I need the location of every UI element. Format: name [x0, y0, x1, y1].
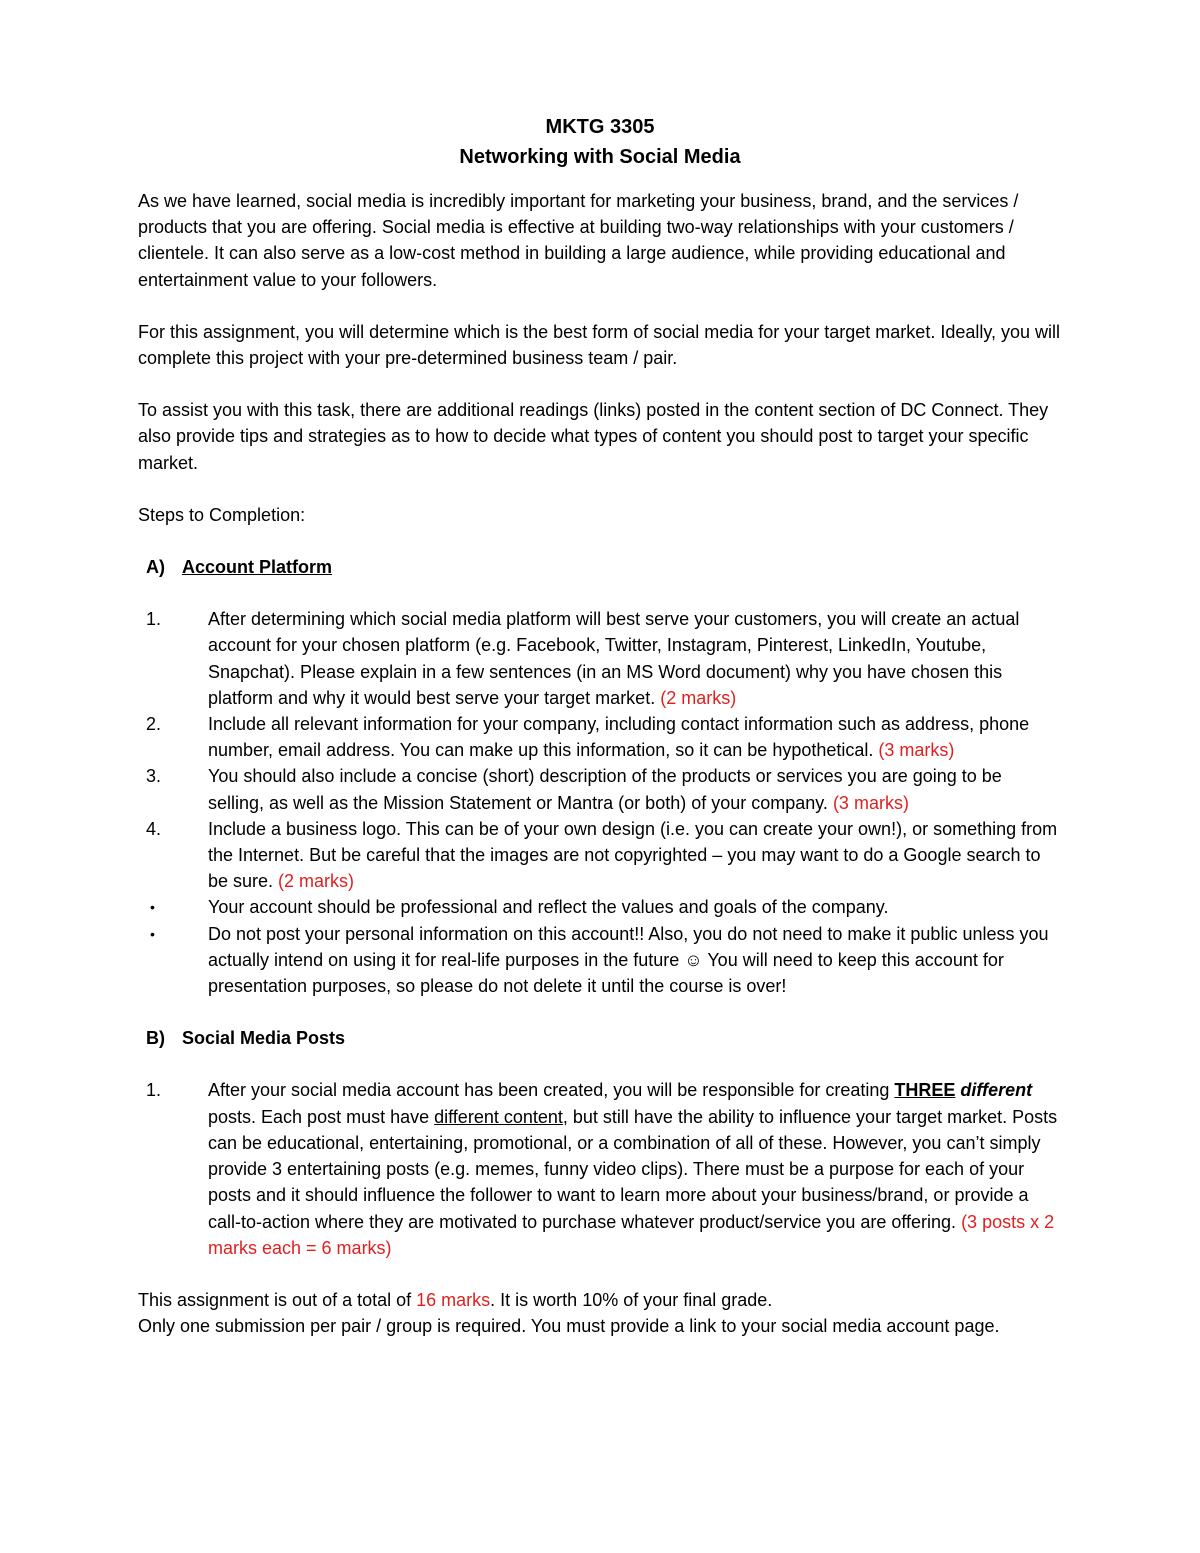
list-item	[138, 606, 1062, 711]
list-marker: 4.	[146, 818, 162, 839]
list-marker: 1.	[146, 1080, 162, 1101]
intro-paragraph-2: For this assignment, you will determine which is the best form of social media for your target market. Ideally, you will complete this project with your pre-determined business team / pair.	[138, 321, 1061, 369]
document-subtitle: Networking with Social Media	[459, 146, 741, 168]
list-item	[138, 763, 1062, 815]
list-item-text: After your social media account has been created, you will be responsible for creating	[208, 1080, 895, 1101]
list-item-text: You should also include a concise (short) description of the products or services you are going to be selling, as well as the Mission Statement or Mantra (or both) of your company.	[208, 766, 1002, 813]
marks-label: (2 marks)	[660, 687, 737, 708]
list-item-text: posts. Each post must have	[208, 1106, 435, 1127]
section-a-list	[138, 606, 1062, 999]
intro-paragraph-3: To assist you with this task, there are additional readings (links) posted in the content section of DC Connect. They also provide tips and strategies as to how to decide what types of content you should post to target your specific market.	[138, 400, 1049, 473]
section-b-list	[138, 1077, 1062, 1260]
marks-label: (3 posts x 2 marks each = 6 marks)	[208, 1211, 1055, 1258]
emphasis-three: THREE	[894, 1080, 956, 1101]
list-item-text: Include all relevant information for your company, including contact information such as address, phone number, email address. You can make up this information, so it can be hypothetical.	[208, 714, 1030, 761]
list-item	[138, 1077, 1062, 1260]
list-item-text: Do not post your personal information on this account!! Also, you do not need to make it public unless you actually intend on using it for real-life purposes in the future ☺ You will need to keep this account for presentation purposes, so please do not delete it until the course is over!	[208, 923, 1049, 997]
list-marker: 3.	[146, 766, 162, 787]
list-marker: 1.	[146, 609, 162, 630]
section-a-title: Account Platform	[182, 557, 333, 578]
list-marker: 2.	[146, 714, 162, 735]
bullet-icon: •	[150, 899, 155, 916]
closing-text: This assignment is out of a total of	[138, 1289, 417, 1310]
intro-paragraph-1: As we have learned, social media is incredibly important for marketing your business, brand, and the services / products that you are offering. Social media is effective at building two-way relationships with your customers / clientele. It can also serve as a low-cost method in building a large audience, while providing educational and entertainment value to your followers.	[138, 191, 1019, 290]
emphasis-different-content: different content	[434, 1106, 563, 1127]
closing-text: . It is worth 10% of your final grade.	[490, 1289, 773, 1310]
list-item-text: , but still have the ability to influence your target market. Posts can be educational, entertaining, promotional, or a combination of all of these. However, you can’t simply provide 3 entertaining posts (e.g. memes, funny video clips). There must be a purpose for each of your posts and it should influence the follower to want to learn more about your business/brand, or provide a call-to-action where they are motivated to purchase whatever product/service you are offering.	[208, 1106, 1058, 1232]
marks-label: (2 marks)	[278, 871, 355, 892]
list-item-text: Include a business logo. This can be of your own design (i.e. you can create your own!), or something from the Internet. But be careful that the images are not copyrighted – you may want to do a Google search to be sure.	[208, 818, 1058, 892]
emphasis-different: different	[960, 1080, 1033, 1101]
list-item-text: Your account should be professional and reflect the values and goals of the company.	[208, 897, 889, 918]
steps-heading: Steps to Completion:	[138, 504, 306, 525]
document-title: MKTG 3305	[545, 116, 655, 138]
list-item	[138, 816, 1062, 895]
marks-label: (3 marks)	[832, 792, 909, 813]
closing-line-2: Only one submission per pair / group is required. You must provide a link to your social media account page.	[138, 1316, 1000, 1337]
section-a-letter: A)	[146, 557, 165, 578]
closing-line-1	[138, 1287, 1062, 1313]
bullet-item	[138, 894, 1062, 920]
list-item	[138, 711, 1062, 763]
bullet-item	[138, 921, 1062, 1000]
section-b-title: Social Media Posts	[182, 1028, 346, 1049]
closing-notes	[138, 1287, 1062, 1339]
total-marks-label: 16 marks	[416, 1289, 491, 1310]
bullet-icon: •	[150, 925, 155, 942]
section-b-heading	[138, 1025, 1062, 1051]
marks-label: (3 marks)	[878, 740, 955, 761]
section-a-heading	[138, 554, 1062, 580]
list-item-text: After determining which social media platform will best serve your customers, you will create an actual account for your chosen platform (e.g. Facebook, Twitter, Instagram, Pinterest, LinkedIn, Youtube, Snapchat). Please explain in a few sentences (in an MS Word document) why you have chosen this platform and why it would best serve your target market.	[208, 609, 1020, 708]
section-b-letter: B)	[146, 1028, 165, 1049]
